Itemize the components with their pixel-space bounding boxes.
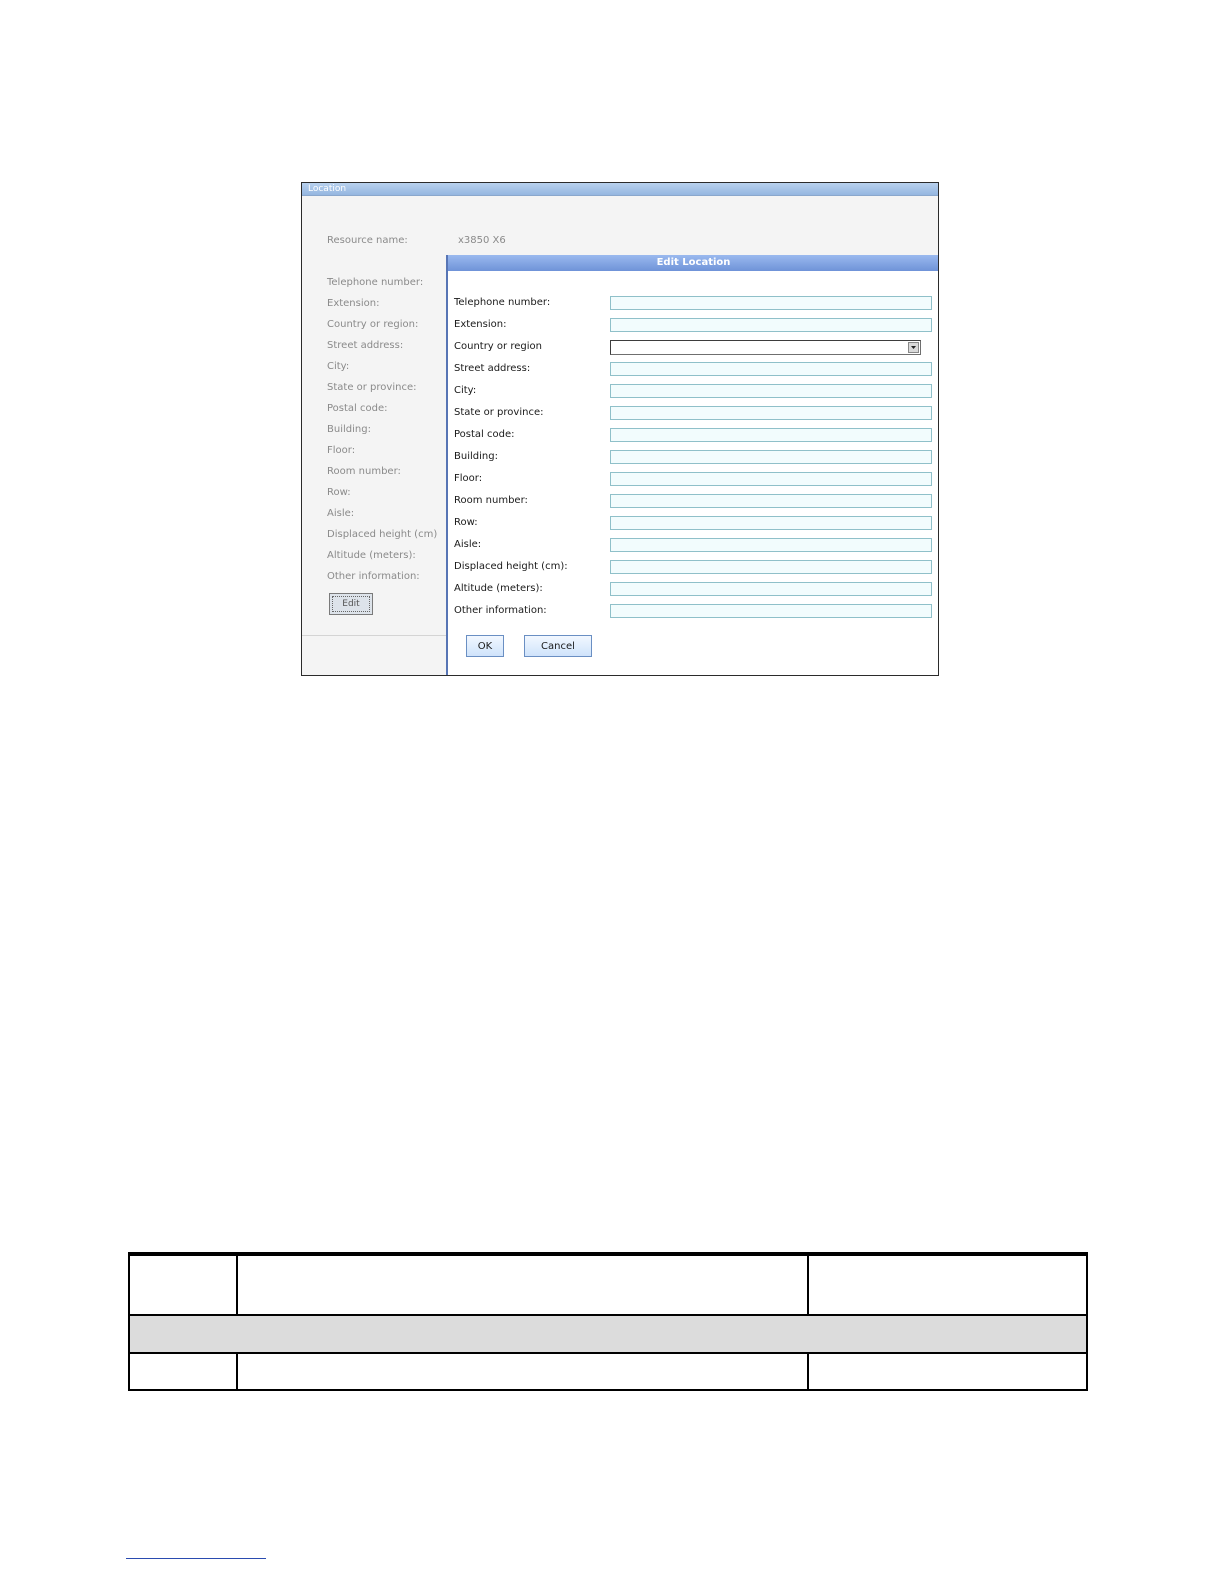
- row-label: Row:: [454, 517, 478, 528]
- footnote-separator: [126, 1558, 266, 1559]
- country-or-region-label: Country or region: [454, 341, 542, 352]
- building-input[interactable]: [610, 450, 932, 464]
- street-address-label: Street address:: [454, 363, 531, 374]
- city-input[interactable]: [610, 384, 932, 398]
- room-number-label: Room number:: [454, 495, 528, 506]
- ok-button[interactable]: OK: [466, 635, 504, 657]
- location-field-label: Aisle:: [327, 508, 355, 519]
- state-or-province-label: State or province:: [454, 407, 544, 418]
- cancel-button[interactable]: Cancel: [524, 635, 592, 657]
- aisle-input[interactable]: [610, 538, 932, 552]
- country-or-region-select[interactable]: [610, 340, 921, 355]
- table-section-row: [129, 1315, 1087, 1353]
- resource-name-label: Resource name:: [327, 235, 408, 246]
- table-cell: [808, 1353, 1087, 1390]
- location-field-label: Telephone number:: [327, 277, 424, 288]
- chevron-down-icon[interactable]: [908, 342, 919, 353]
- location-field-label: Floor:: [327, 445, 356, 456]
- edit-button[interactable]: Edit: [329, 593, 373, 615]
- altitude-label: Altitude (meters):: [454, 583, 543, 594]
- table-cell: [808, 1254, 1087, 1315]
- floor-label: Floor:: [454, 473, 483, 484]
- room-number-input[interactable]: [610, 494, 932, 508]
- telephone-number-label: Telephone number:: [454, 297, 551, 308]
- table-cell: [237, 1254, 808, 1315]
- document-table: [128, 1252, 1088, 1391]
- location-field-label: Other information:: [327, 571, 420, 582]
- location-field-label: State or province:: [327, 382, 417, 393]
- row-input[interactable]: [610, 516, 932, 530]
- location-field-label: Building:: [327, 424, 371, 435]
- edit-location-dialog: [446, 255, 939, 676]
- other-information-input[interactable]: [610, 604, 932, 618]
- table-cell: [129, 1315, 1087, 1353]
- displaced-height-label: Displaced height (cm):: [454, 561, 568, 572]
- street-address-input[interactable]: [610, 362, 932, 376]
- table-cell: [129, 1353, 237, 1390]
- table-cell: [237, 1353, 808, 1390]
- table-row: [129, 1353, 1087, 1390]
- postal-code-input[interactable]: [610, 428, 932, 442]
- location-field-label: Room number:: [327, 466, 401, 477]
- location-panel-title: Location: [302, 183, 938, 196]
- location-field-label: City:: [327, 361, 350, 372]
- location-field-label: Row:: [327, 487, 351, 498]
- table-cell: [129, 1254, 237, 1315]
- table-header-row: [129, 1254, 1087, 1315]
- location-field-label: Altitude (meters):: [327, 550, 416, 561]
- location-field-label: Street address:: [327, 340, 404, 351]
- dialog-title: Edit Location: [448, 255, 939, 271]
- floor-input[interactable]: [610, 472, 932, 486]
- extension-label: Extension:: [454, 319, 507, 330]
- aisle-label: Aisle:: [454, 539, 482, 550]
- altitude-input[interactable]: [610, 582, 932, 596]
- location-field-label: Country or region:: [327, 319, 419, 330]
- extension-input[interactable]: [610, 318, 932, 332]
- state-or-province-input[interactable]: [610, 406, 932, 420]
- other-information-label: Other information:: [454, 605, 547, 616]
- city-label: City:: [454, 385, 477, 396]
- building-label: Building:: [454, 451, 498, 462]
- resource-name-value: x3850 X6: [458, 235, 506, 246]
- location-field-label: Postal code:: [327, 403, 388, 414]
- location-field-label: Extension:: [327, 298, 380, 309]
- displaced-height-input[interactable]: [610, 560, 932, 574]
- telephone-number-input[interactable]: [610, 296, 932, 310]
- location-field-label: Displaced height (cm): [327, 529, 438, 540]
- postal-code-label: Postal code:: [454, 429, 515, 440]
- location-screenshot: [301, 182, 939, 676]
